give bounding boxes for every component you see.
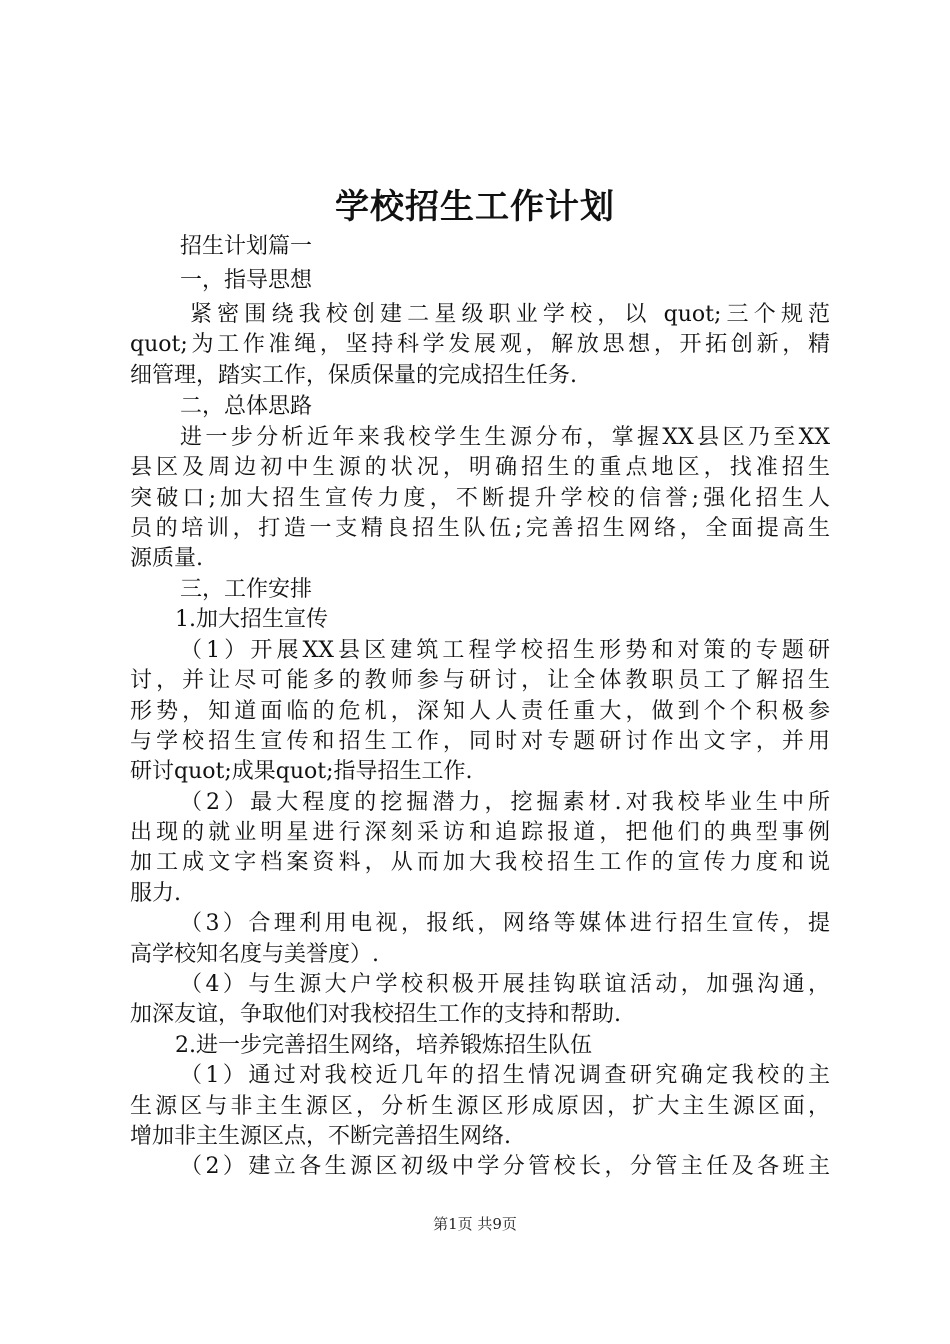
text-line: 县区及周边初中生源的状况，明确招生的重点地区，找准招生 (130, 455, 830, 480)
text-line: 紧密围绕我校创建二星级职业学校，以 quot;三个规范 (190, 302, 830, 327)
text-line: 细管理，踏实工作，保质保量的完成招生任务. (130, 363, 577, 388)
text-line: quot;为工作准绳，坚持科学发展观，解放思想，开拓创新，精 (130, 332, 830, 357)
text-line: 进一步分析近年来我校学生生源分布，掌握XX县区乃至XX (180, 425, 830, 450)
text-line: 高学校知名度与美誉度）. (130, 942, 379, 967)
text-line: 出现的就业明星进行深刻采访和追踪报道，把他们的典型事例 (130, 820, 830, 845)
text-line: 服力. (130, 881, 181, 906)
text-line: 2.进一步完善招生网络，培养锻炼招生队伍 (175, 1033, 592, 1058)
text-line: 招生计划篇一 (180, 234, 313, 259)
text-line: 与学校招生宣传和招生工作，同时对专题研讨作出文字，并用 (130, 729, 830, 754)
text-line: （3）合理利用电视，报纸，网络等媒体进行招生宣传，提 (180, 911, 830, 936)
text-line: 突破口;加大招生宣传力度，不断提升学校的信誉;强化招生人 (130, 486, 830, 511)
text-line: （2）建立各生源区初级中学分管校长，分管主任及各班主 (180, 1154, 830, 1179)
text-line: 员的培训，打造一支精良招生队伍;完善招生网络，全面提高生 (130, 516, 830, 541)
text-line: 1.加大招生宣传 (175, 607, 328, 632)
text-line: 源质量. (130, 546, 203, 571)
document-title: 学校招生工作计划 (335, 187, 615, 227)
text-line: 研讨quot;成果quot;指导招生工作. (130, 759, 473, 784)
text-line: 三，工作安排 (180, 577, 313, 602)
text-line: （1）通过对我校近几年的招生情况调查研究确定我校的主 (180, 1063, 830, 1088)
text-line: 一，指导思想 (180, 268, 313, 293)
text-line: 增加非主生源区点，不断完善招生网络. (130, 1124, 511, 1149)
text-line: 加深友谊，争取他们对我校招生工作的支持和帮助. (130, 1002, 621, 1027)
page-number: 第1页 共9页 (433, 1215, 517, 1233)
text-line: 加工成文字档案资料，从而加大我校招生工作的宣传力度和说 (130, 850, 830, 875)
text-line: （1）开展XX县区建筑工程学校招生形势和对策的专题研 (180, 638, 830, 663)
text-line: （4）与生源大户学校积极开展挂钩联谊活动，加强沟通， (180, 972, 830, 997)
text-line: 形势，知道面临的危机，深知人人责任重大，做到个个积极参 (130, 699, 830, 724)
text-line: 讨，并让尽可能多的教师参与研讨，让全体教职员工了解招生 (130, 668, 830, 693)
text-line: 生源区与非主生源区，分析生源区形成原因，扩大主生源区面， (130, 1094, 830, 1119)
text-line: 二，总体思路 (180, 394, 313, 419)
text-line: （2）最大程度的挖掘潜力，挖掘素材.对我校毕业生中所 (180, 790, 830, 815)
